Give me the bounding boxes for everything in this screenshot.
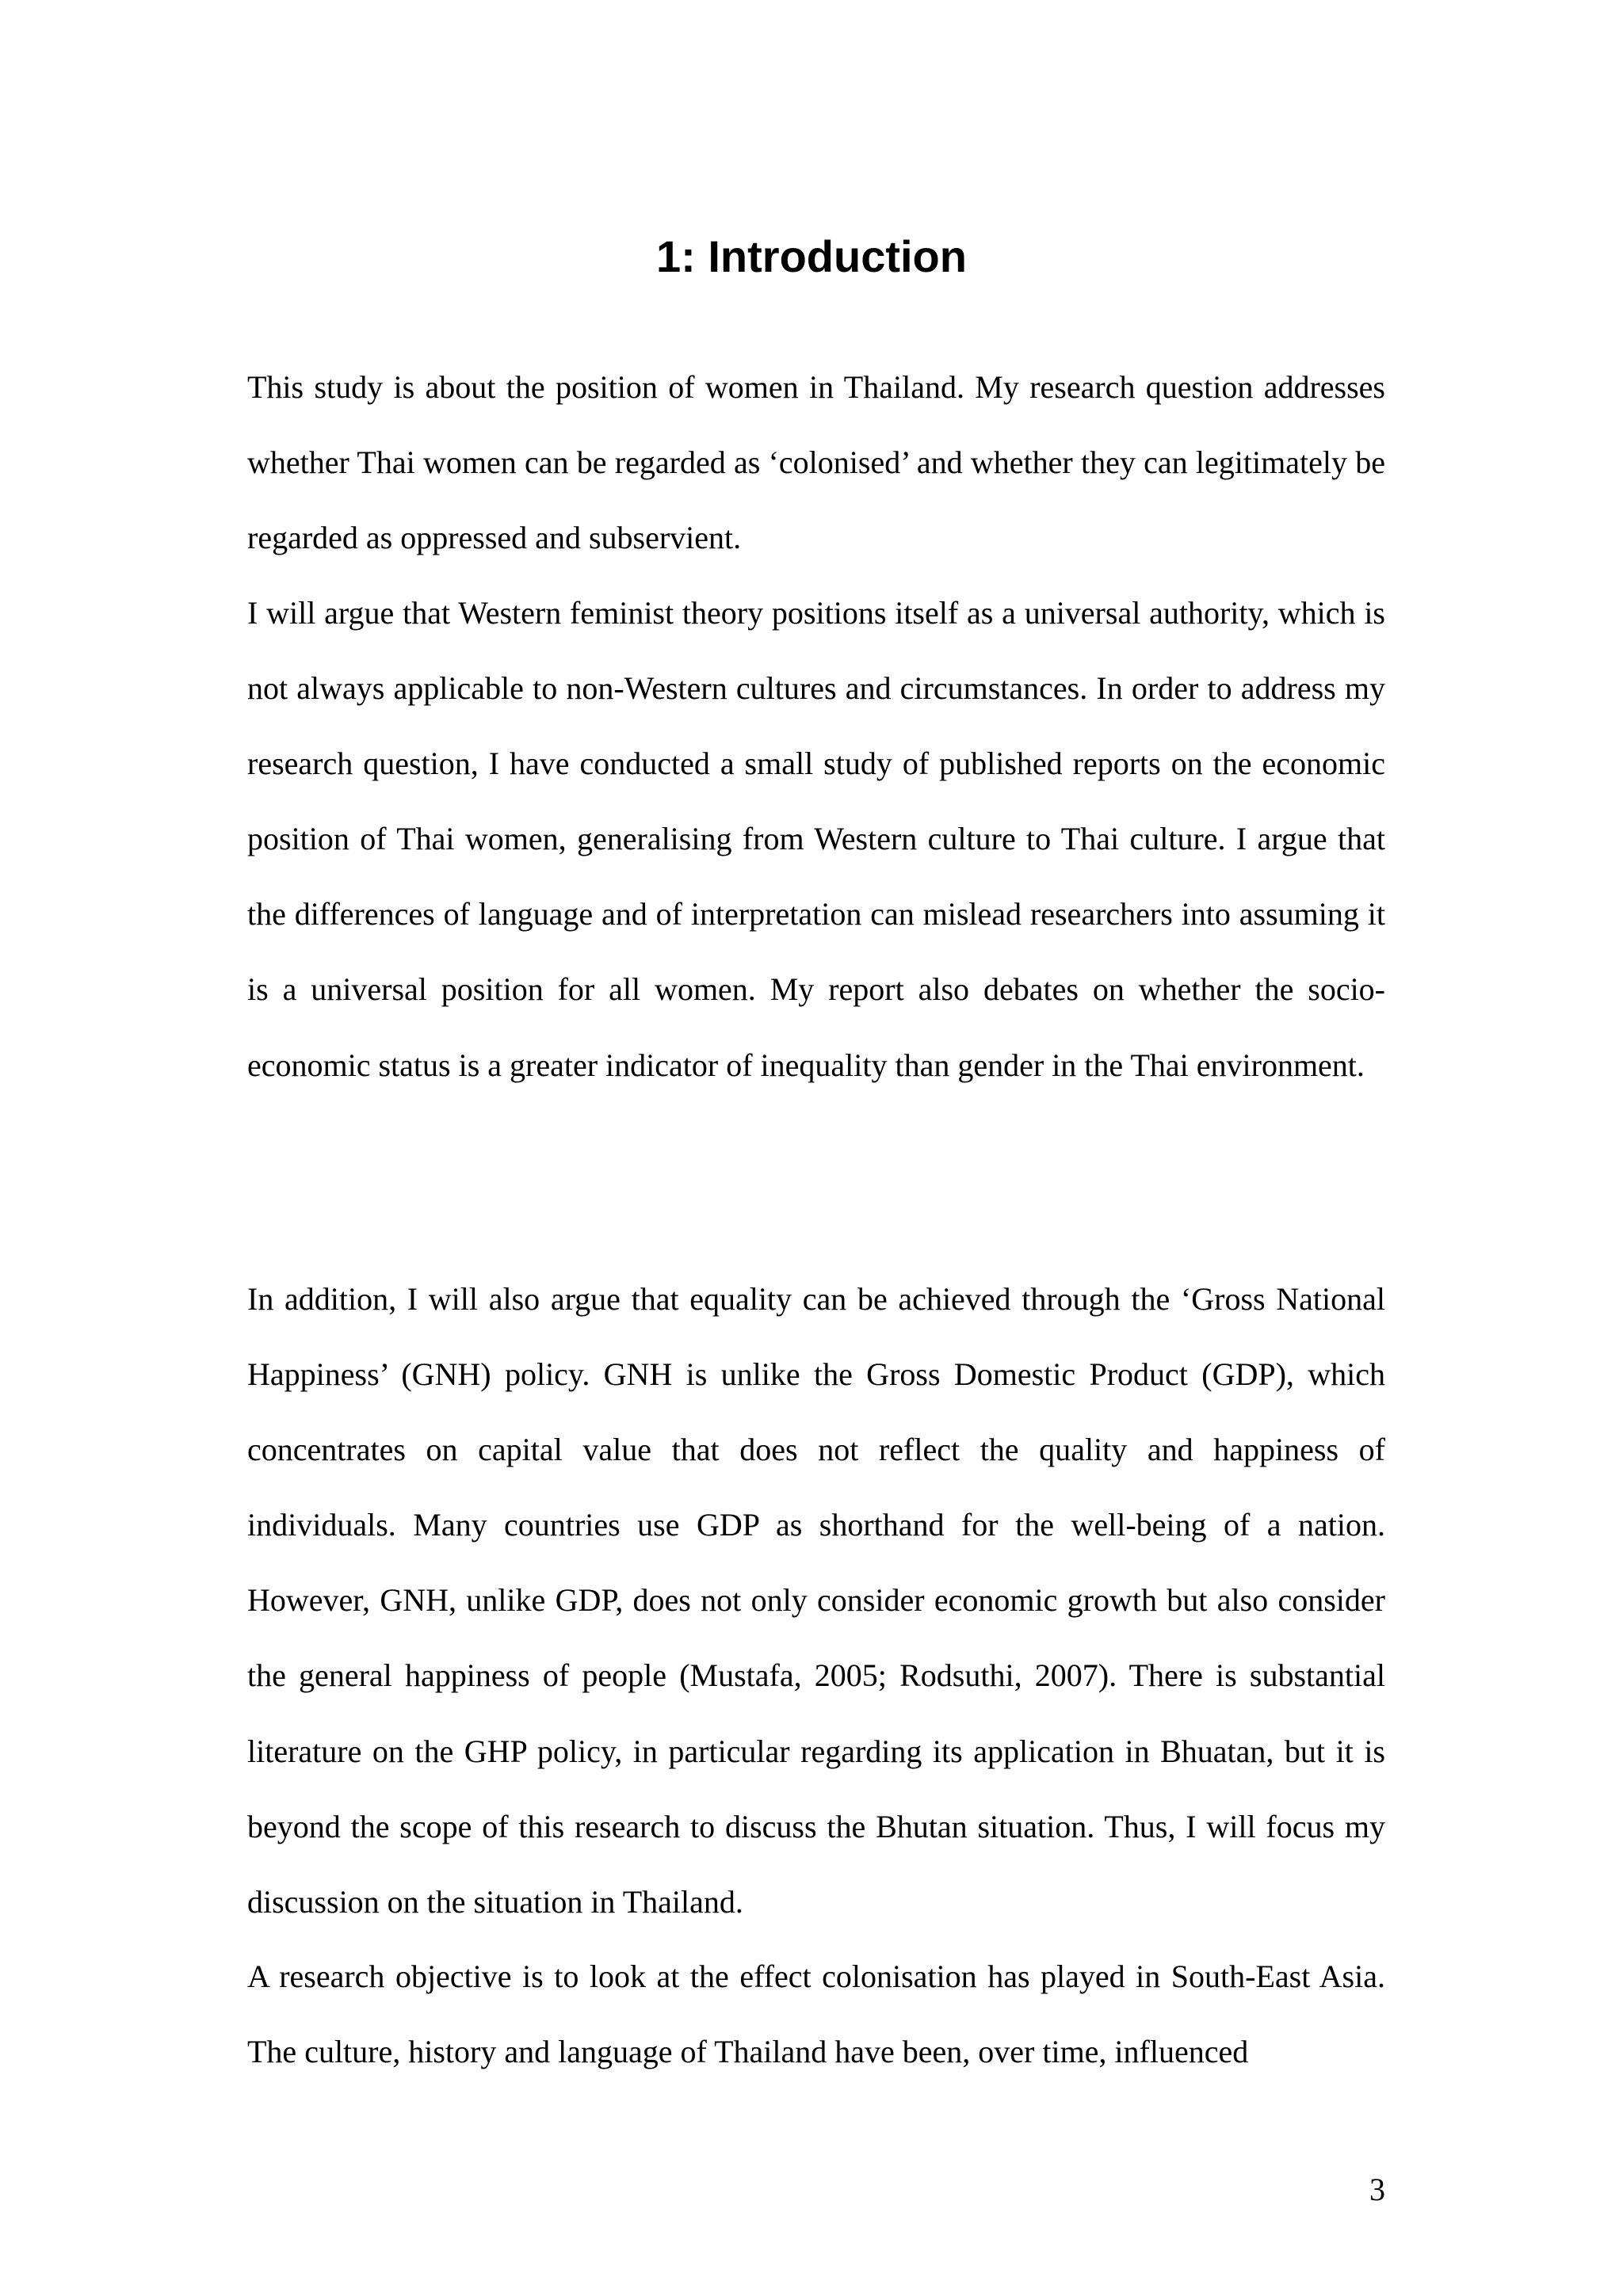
chapter-title: 1: Introduction xyxy=(656,231,967,281)
paragraph-feminist-theory: I will argue that Western feminist theory positions itself as a universal authority, which is not always applicable to non-Western cultures and circumstances. In order to address my research question, I have conducted a small study of published reports on the economic position of Thai women, generalising from Western culture to Thai culture. I argue that the differences of language and of interpretation can mislead researchers into assuming it is a universal position for all women. My report also debates on whether the socio-economic status is a greater indicator of inequality than gender in the Thai environment. xyxy=(247,595,1385,1083)
paragraph-gross-national-happiness: In addition, I will also argue that equality can be achieved through the ‘Gross National Happiness’ (GNH) policy. GNH is unlike the Gross Domestic Product (GDP), which concentrates on capital value that does not reflect the quality and happiness of individuals. Many countries use GDP as shorthand for the well-being of a nation. However, GNH, unlike GDP, does not only consider economic growth but also consider the general happiness of people (Mustafa, 2005; Rodsuthi, 2007). There is substantial literature on the GHP policy, in particular regarding its application in Bhuatan, but it is beyond the scope of this research to discuss the Bhutan situation. Thus, I will focus my discussion on the situation in Thailand. xyxy=(247,1281,1385,1920)
paragraph-research-question: This study is about the position of women in Thailand. My research question addresses whether Thai women can be regarded as ‘colonised’ and whether they can legitimately be regarded as oppressed and subservient. xyxy=(247,369,1385,556)
paragraph-research-objective: A research objective is to look at the effect colonisation has played in South-East Asia. The culture, history and language of Thailand have been, over time, influenced xyxy=(247,1958,1385,2070)
page-number: 3 xyxy=(1369,2172,1385,2207)
